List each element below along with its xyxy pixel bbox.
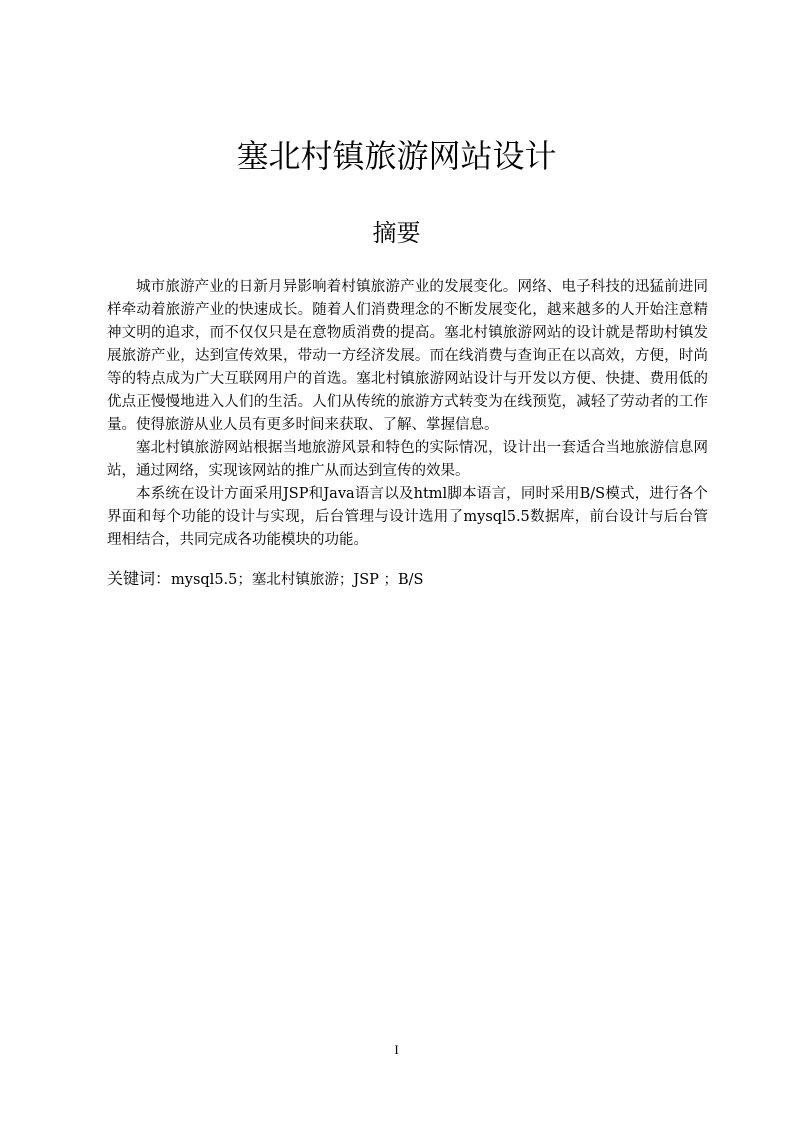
abstract-paragraph: 塞北村镇旅游网站根据当地旅游风景和特色的实际情况，设计出一套适合当地旅游信息网站，通过网络，实现该网站的推广从而达到宣传的效果。 <box>107 440 708 479</box>
keywords-label: 关键词： <box>107 569 172 588</box>
abstract-heading: 摘要 <box>372 219 421 247</box>
abstract-paragraph: 城市旅游产业的日新月异影响着村镇旅游产业的发展变化。网络、电子科技的迅猛前进同样牵动着旅游产业的快速成长。随着人们消费理念的不断发展变化，越来越多的人开始注意精神文明的追求，而不仅仅只是在意物质消费的提高。塞北村镇旅游网站的设计就是帮助村镇发展旅游产业，达到宣传效果，带动一方经济发展。而在线消费与查询正在以高效，方便，时尚等的特点成为广大互联网用户的首选。塞北村镇旅游网站设计与开发以方便、快捷、费用低的优点正慢慢地进入人们的生活。人们从传统的旅游方式转变为在线预览，减轻了劳动者的工作量。使得旅游从业人员有更多时间来获取、了解、掌握信息。 <box>107 279 708 433</box>
page-number: I <box>394 1042 399 1057</box>
document-title: 塞北村镇旅游网站设计 <box>236 137 557 175</box>
keywords-value: mysql5.5；塞北村镇旅游；JSP ；B/S <box>171 572 424 588</box>
keywords-line <box>107 568 708 591</box>
abstract-paragraph: 本系统在设计方面采用JSP和Java语言以及html脚本语言，同时采用B/S模式，进行各个界面和每个功能的设计与实现，后台管理与设计选用了mysql5.5数据库，前台设计与后台管理相结合，共同完成各功能模块的功能。 <box>107 486 708 548</box>
abstract-body <box>107 276 708 552</box>
